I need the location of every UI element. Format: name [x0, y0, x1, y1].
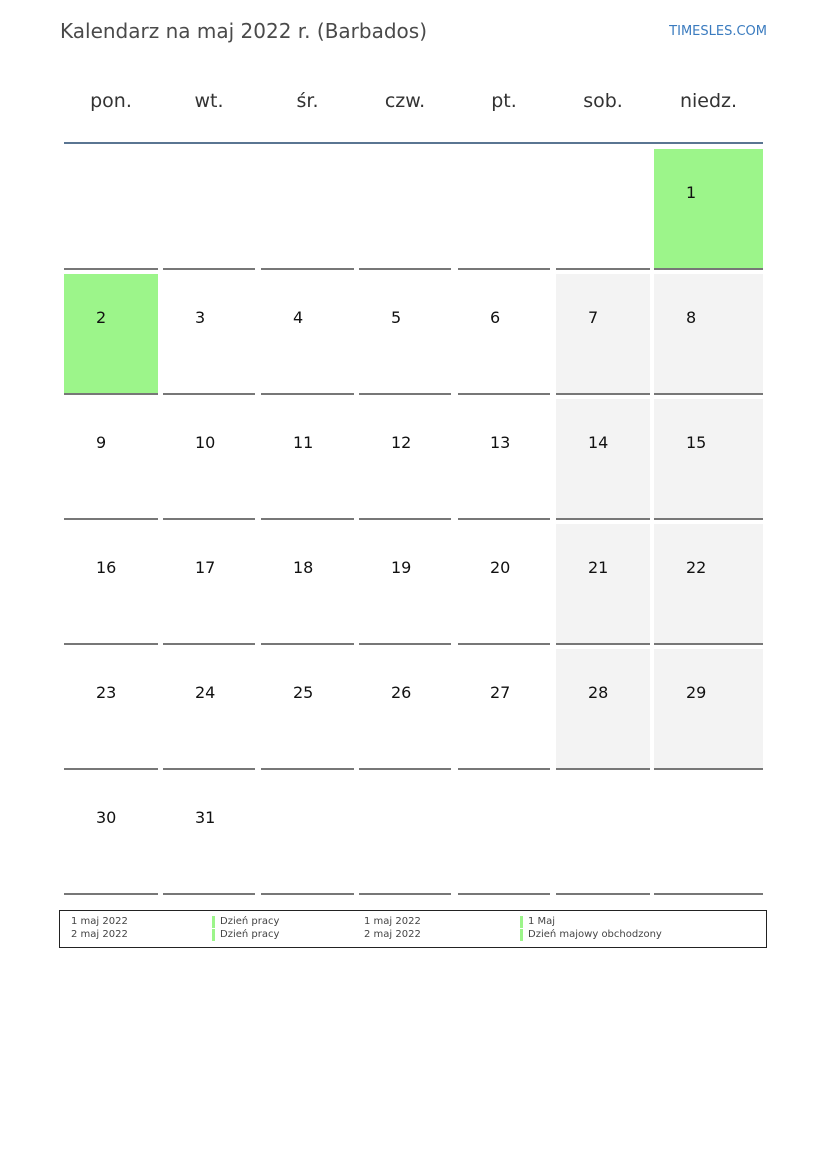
empty-day-cell	[261, 774, 354, 895]
row-divider	[556, 893, 650, 895]
weekday-header-row	[64, 90, 763, 120]
day-cell[interactable]	[359, 274, 451, 395]
day-number: 10	[195, 433, 216, 452]
empty-day-cell	[556, 774, 650, 895]
row-divider	[458, 643, 550, 645]
row-divider	[556, 768, 650, 770]
row-divider	[654, 518, 763, 520]
row-divider	[163, 893, 255, 895]
row-divider	[64, 518, 158, 520]
day-number: 25	[293, 683, 314, 702]
day-cell[interactable]	[458, 399, 550, 520]
day-cell[interactable]	[163, 274, 255, 395]
empty-day-cell	[654, 774, 763, 895]
day-number: 14	[588, 433, 609, 452]
day-number: 28	[588, 683, 609, 702]
row-divider	[359, 643, 451, 645]
row-divider	[64, 268, 158, 270]
row-divider	[163, 518, 255, 520]
legend-label: Dzień pracy	[220, 916, 280, 927]
day-cell[interactable]	[654, 149, 763, 270]
day-cell[interactable]	[64, 399, 158, 520]
day-number: 31	[195, 808, 216, 827]
day-cell[interactable]	[261, 399, 354, 520]
row-divider	[556, 393, 650, 395]
day-number: 27	[490, 683, 511, 702]
row-divider	[359, 893, 451, 895]
row-divider	[261, 393, 354, 395]
row-divider	[359, 268, 451, 270]
row-divider	[556, 643, 650, 645]
legend-label: Dzień majowy obchodzony	[528, 929, 662, 940]
day-cell[interactable]	[359, 399, 451, 520]
weekday-label: czw.	[384, 90, 426, 112]
day-number: 13	[490, 433, 511, 452]
row-divider	[64, 393, 158, 395]
row-divider	[359, 393, 451, 395]
day-cell[interactable]	[64, 774, 158, 895]
day-cell[interactable]	[261, 524, 354, 645]
day-number: 18	[293, 558, 314, 577]
day-number: 7	[588, 308, 599, 327]
header-divider	[64, 142, 763, 144]
day-cell[interactable]	[163, 649, 255, 770]
day-cell[interactable]	[654, 399, 763, 520]
day-cell[interactable]	[64, 649, 158, 770]
legend-label: Dzień pracy	[220, 929, 280, 940]
row-divider	[359, 518, 451, 520]
day-cell[interactable]	[359, 524, 451, 645]
row-divider	[458, 268, 550, 270]
day-number: 1	[686, 183, 697, 202]
day-number: 26	[391, 683, 412, 702]
day-number: 4	[293, 308, 304, 327]
empty-day-cell	[359, 774, 451, 895]
row-divider	[64, 893, 158, 895]
day-number: 21	[588, 558, 609, 577]
legend-date: 1 maj 2022	[71, 916, 128, 927]
row-divider	[64, 643, 158, 645]
legend-date: 1 maj 2022	[364, 916, 421, 927]
day-number: 12	[391, 433, 412, 452]
legend-date: 2 maj 2022	[364, 929, 421, 940]
holiday-color-marker	[520, 916, 523, 928]
row-divider	[163, 768, 255, 770]
empty-day-cell	[261, 149, 354, 270]
day-number: 23	[96, 683, 117, 702]
day-cell[interactable]	[163, 399, 255, 520]
row-divider	[261, 518, 354, 520]
empty-day-cell	[458, 774, 550, 895]
row-divider	[654, 643, 763, 645]
day-cell[interactable]	[163, 774, 255, 895]
holiday-legend	[59, 910, 767, 948]
day-cell[interactable]	[556, 399, 650, 520]
empty-day-cell	[458, 149, 550, 270]
weekday-label: śr.	[296, 90, 319, 112]
row-divider	[261, 268, 354, 270]
day-number: 11	[293, 433, 314, 452]
weekday-label: sob.	[583, 90, 623, 112]
row-divider	[359, 768, 451, 770]
weekday-label: niedz.	[679, 90, 738, 112]
row-divider	[163, 393, 255, 395]
day-number: 30	[96, 808, 117, 827]
row-divider	[654, 268, 763, 270]
empty-day-cell	[64, 149, 158, 270]
day-cell[interactable]	[654, 524, 763, 645]
row-divider	[654, 393, 763, 395]
holiday-color-marker	[520, 929, 523, 941]
day-cell[interactable]	[556, 274, 650, 395]
empty-day-cell	[556, 149, 650, 270]
empty-day-cell	[163, 149, 255, 270]
day-number: 19	[391, 558, 412, 577]
row-divider	[556, 268, 650, 270]
day-cell[interactable]	[556, 649, 650, 770]
holiday-color-marker	[212, 916, 215, 928]
day-cell[interactable]	[654, 649, 763, 770]
row-divider	[163, 268, 255, 270]
weekday-label: wt.	[194, 90, 224, 112]
day-number: 6	[490, 308, 501, 327]
row-divider	[556, 518, 650, 520]
row-divider	[458, 518, 550, 520]
row-divider	[654, 893, 763, 895]
weekday-label: pt.	[491, 90, 517, 112]
day-cell[interactable]	[64, 524, 158, 645]
day-number: 24	[195, 683, 216, 702]
day-cell[interactable]	[64, 274, 158, 395]
legend-label: 1 Maj	[528, 916, 556, 927]
holiday-color-marker	[212, 929, 215, 941]
empty-day-cell	[359, 149, 451, 270]
row-divider	[64, 768, 158, 770]
row-divider	[261, 768, 354, 770]
day-number: 9	[96, 433, 107, 452]
row-divider	[654, 768, 763, 770]
row-divider	[163, 643, 255, 645]
day-number: 17	[195, 558, 216, 577]
day-number: 20	[490, 558, 511, 577]
day-cell[interactable]	[654, 274, 763, 395]
day-number: 5	[391, 308, 402, 327]
row-divider	[458, 893, 550, 895]
day-cell[interactable]	[261, 274, 354, 395]
row-divider	[458, 768, 550, 770]
day-cell[interactable]	[359, 649, 451, 770]
row-divider	[261, 643, 354, 645]
day-number: 16	[96, 558, 117, 577]
legend-date: 2 maj 2022	[71, 929, 128, 940]
day-number: 2	[96, 308, 107, 327]
row-divider	[261, 893, 354, 895]
day-cell[interactable]	[458, 524, 550, 645]
day-cell[interactable]	[458, 274, 550, 395]
row-divider	[458, 393, 550, 395]
day-cell[interactable]	[163, 524, 255, 645]
day-number: 29	[686, 683, 707, 702]
day-number: 3	[195, 308, 206, 327]
page-title: Kalendarz na maj 2022 r. (Barbados)	[60, 19, 427, 43]
day-number: 8	[686, 308, 697, 327]
day-number: 15	[686, 433, 707, 452]
day-number: 22	[686, 558, 707, 577]
weekday-label: pon.	[90, 90, 132, 112]
brand-link[interactable]: TIMESLES.COM	[669, 24, 767, 39]
day-cell[interactable]	[556, 524, 650, 645]
day-cell[interactable]	[261, 649, 354, 770]
day-cell[interactable]	[458, 649, 550, 770]
